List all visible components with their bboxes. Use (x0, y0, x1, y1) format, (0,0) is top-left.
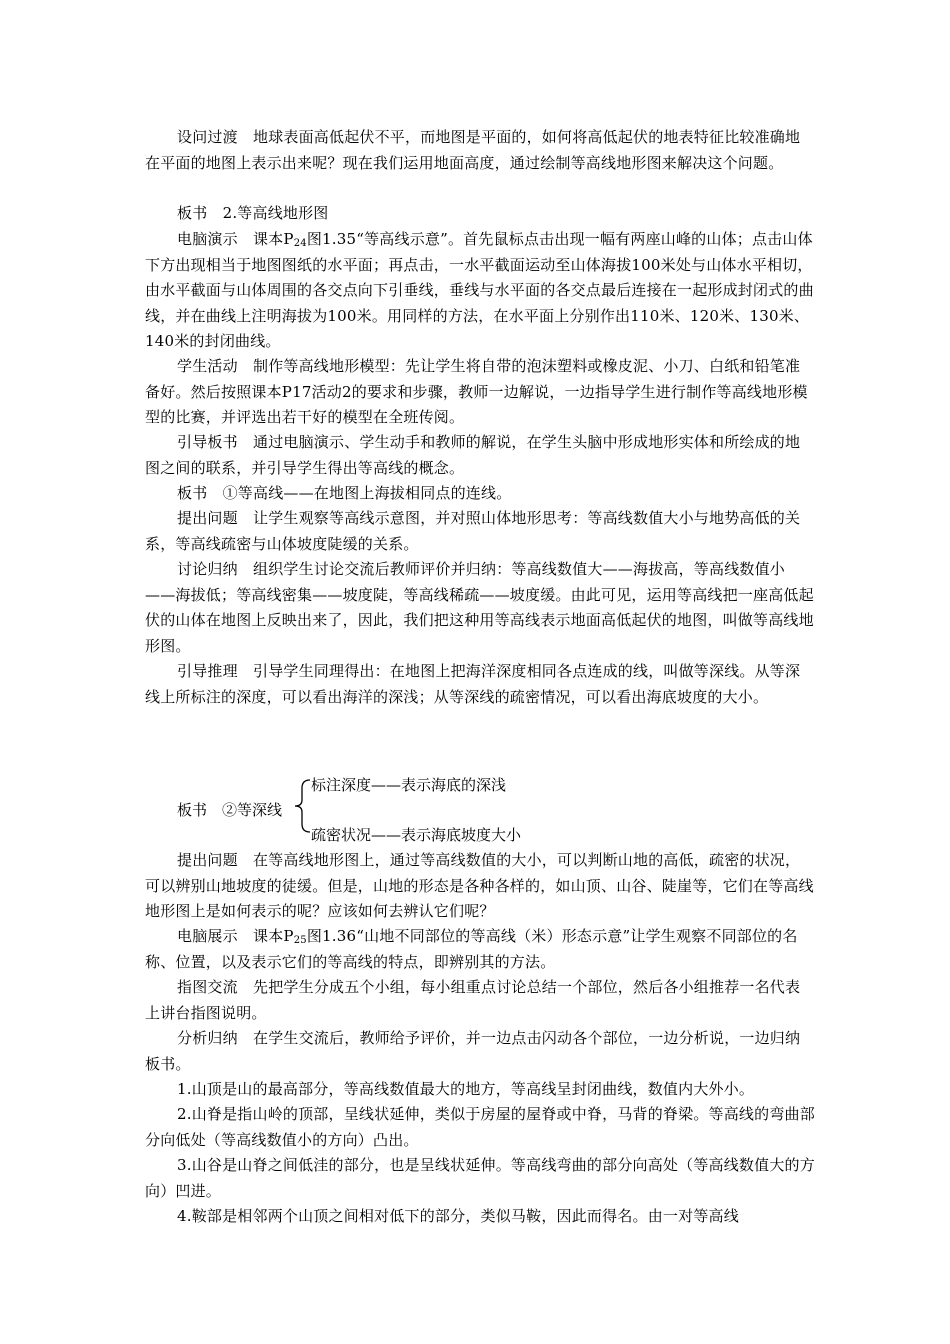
demo-page-sub: 24 (293, 238, 307, 249)
brace-item-density: 疏密状况——表示海底坡度大小 (311, 826, 522, 844)
paragraph-question-landforms: 提出问题 在等高线地形图上，通过等高线数值的大小，可以判断山地的高低，疏密的状况，可以辨别山地坡度的徒缓。但是，山地的形态是各种各样的，如山顶、山谷、陡崖等，它们在等高线地形图上是如何表示的呢？应该如何去辨认它们呢？ (145, 851, 814, 920)
display-prefix: 电脑展示 课本P (177, 927, 294, 945)
brace-item-depth: 标注深度——表示海底的深浅 (311, 776, 507, 794)
paragraph-student-activity: 学生活动 制作等高线地形模型：先让学生将自带的泡沫塑料或橡皮泥、小刀、白纸和铅笔准备好。然后按照课本P17活动2的要求和步骤，教师一边解说，一边指导学生进行制作等高线地形模型的比赛，并评选出若干好的模型在全班传阅。 (145, 357, 808, 426)
curly-brace-icon (292, 778, 312, 834)
brace-label: 板书 ②等深线 (177, 801, 283, 819)
paragraph-board-contour-map: 板书 2.等高线地形图 (177, 204, 329, 222)
paragraph-group-exchange: 指图交流 先把学生分成五个小组，每小组重点讨论总结一个部位，然后各小组推荐一名代表上讲台指图说明。 (145, 978, 801, 1022)
demo-text: 图1.35“等高线示意”。首先鼠标点击出现一幅有两座山峰的山体；点击山体下方出现相当于地图图纸的水平面；再点击，一水平截面运动至山体海拔100米处与山体水平相切，由水平截面与山体周围的各交点向下引垂线，垂线与水平面的各交点最后连接在一起形成封闭式的曲线，并在曲线上注明海拔为100米。用同样的方法，在水平面上分别作出110米、120米、130米、140米的封闭曲线。 (145, 230, 814, 350)
paragraph-saddle: 4.鞍部是相邻两个山顶之间相对低下的部分，类似马鞍，因此而得名。由一对等高线 (177, 1207, 739, 1225)
paragraph-question: 提出问题 让学生观察等高线示意图，并对照山体地形思考：等高线数值大小与地势高低的关系，等高线疏密与山体坡度陡缓的关系。 (145, 509, 801, 553)
demo-prefix: 电脑演示 课本P (177, 230, 294, 248)
paragraph-transition: 设问过渡 地球表面高低起伏不平，而地图是平面的，如何将高低起伏的地表特征比较准确地在平面的地图上表示出来呢？现在我们运用地面高度，通过绘制等高线地形图来解决这个问题。 (145, 128, 801, 172)
paragraph-guided-board: 引导板书 通过电脑演示、学生动手和教师的解说，在学生头脑中形成地形实体和所绘成的地图之间的联系，并引导学生得出等高线的概念。 (145, 433, 801, 477)
paragraph-ridge: 2.山脊是指山岭的顶部，呈线状延伸，类似于房屋的屋脊或中脊，马背的脊梁。等高线的弯曲部分向低处（等高线数值小的方向）凸出。 (145, 1105, 815, 1149)
paragraph-computer-display (145, 924, 815, 975)
paragraph-computer-demo (145, 227, 815, 355)
display-page-sub: 25 (293, 935, 307, 946)
paragraph-board-contour-def: 板书 ①等高线——在地图上海拔相同点的连线。 (177, 484, 512, 502)
display-text: 图1.36“山地不同部位的等高线（米）形态示意”让学生观察不同部位的名称、位置，以及表示它们的等高线的特点，即辨别其的方法。 (145, 927, 798, 971)
paragraph-discussion: 讨论归纳 组织学生讨论交流后教师评价并归纳：等高线数值大——海拔高，等高线数值小——海拔低；等高线密集——坡度陡，等高线稀疏——坡度缓。由此可见，运用等高线把一座高低起伏的山体在地图上反映出来了，因此，我们把这种用等高线表示地面高低起伏的地图，叫做等高线地形图。 (145, 560, 814, 655)
paragraph-peak: 1.山顶是山的最高部分，等高线数值最大的地方，等高线呈封闭曲线，数值内大外小。 (177, 1080, 755, 1098)
paragraph-inference: 引导推理 引导学生同理得出：在地图上把海洋深度相同各点连成的线，叫做等深线。从等深线上所标注的深度，可以看出海洋的深浅；从等深线的疏密情况，可以看出海底坡度的大小。 (145, 662, 801, 706)
paragraph-summary: 分析归纳 在学生交流后，教师给予评价，并一边点击闪动各个部位，一边分析说，一边归纳板书。 (145, 1029, 801, 1073)
paragraph-valley: 3.山谷是山脊之间低洼的部分，也是呈线状延伸。等高线弯曲的部分向高处（等高线数值大的方向）凹进。 (145, 1156, 815, 1200)
